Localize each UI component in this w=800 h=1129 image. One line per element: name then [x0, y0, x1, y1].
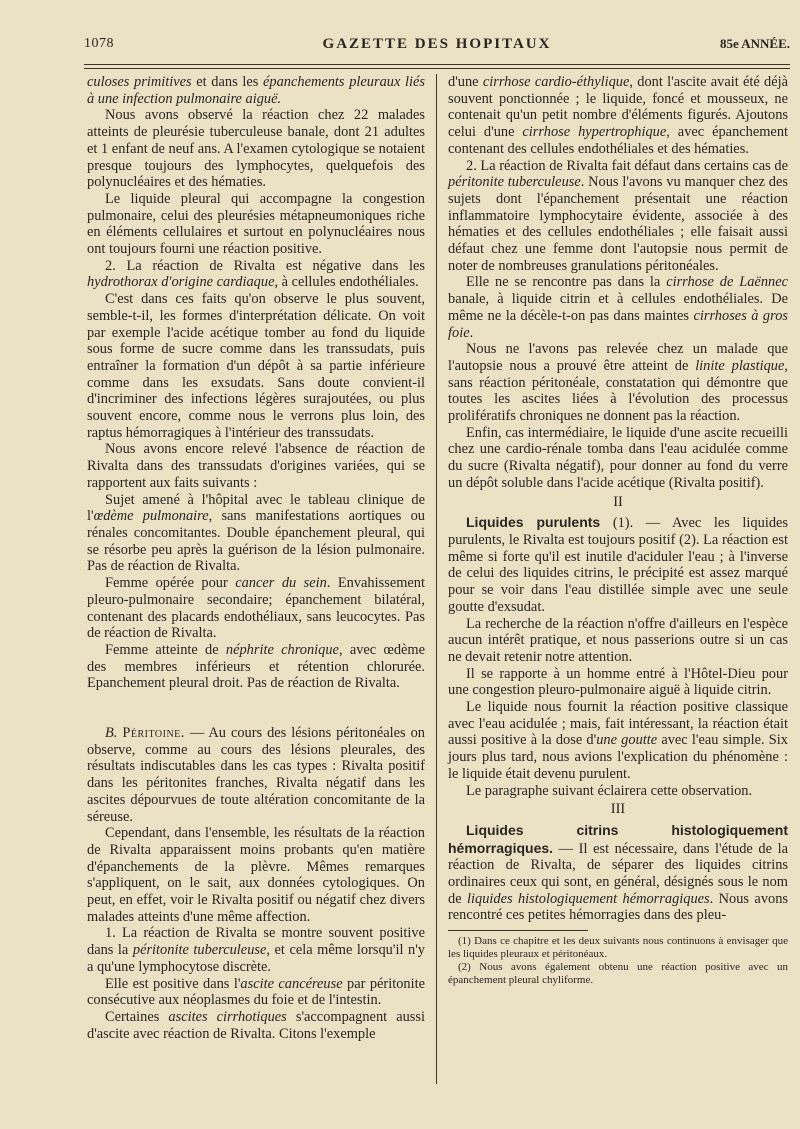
text-run: , sans réaction péritonéale, constatation qui démontre que toutes les ascites liées à l'évolution des processus prolifératifs chroniques ne donnent pas la réaction. [448, 357, 788, 425]
italic-term: œdème pulmonaire [93, 508, 209, 525]
italic-term: liquides histologiquement hémorragiques [467, 890, 710, 907]
paragraph [87, 74, 425, 107]
italic-term: cirrhose hypertrophique [522, 124, 667, 141]
paragraph: C'est dans ces faits qu'on observe le plus souvent, semble-t-il, les formes d'interprétation délicate. On voit par exemple l'acide acétique tomber au fond du liquide sous forme de sucre comme dans les transsudats, puis entraîner la formation d'un dépôt à sa partie inférieure comme dans les exsudats. Sans doute convient-il d'incriminer des infections légères surajoutées, ou plus souvent encore, comme nous le verrons plus loin, des raptus hémorragiques à l'intérieur des transsudats. [87, 291, 425, 441]
paragraph [448, 274, 788, 341]
paragraph [448, 699, 788, 783]
section-letter: B. [105, 725, 118, 742]
text-run: Nous ne l'avons pas relevée chez un malade que l'autopsie nous a prouvé être atteint de [448, 341, 788, 374]
header-rule-top [84, 64, 790, 65]
italic-term: cirrhoses à gros foie [448, 307, 788, 341]
italic-term: linite plastique [695, 357, 785, 374]
italic-term: cirrhose de Laënnec [666, 274, 788, 291]
text-run: par péritonite consécutive aux néoplasmes du foie et de l'intestin. [87, 975, 425, 1009]
italic-term: cirrhose cardio-éthylique [482, 74, 630, 90]
text-run: — Au cours des lésions péritonéales on observe, comme au cours des lésions pleurales, des résultats indiscutables dans les cas types : Rivalta positif dans les péritonites franches, Rivalta négatif dans les ascites dépourvues de toute altération concomitante de la séreuse. [87, 725, 426, 825]
page-header [84, 36, 790, 58]
text-run: 2. La réaction de Rivalta fait défaut dans certains cas de [466, 157, 788, 174]
text-run: avec l'eau simple. Six jours plus tard, nous avions l'explication du phénomène : le liquide était devenu purulent. [448, 732, 788, 782]
text-run: Le liquide nous fournit la réaction positive classique avec l'eau acidulée ; mais, fait intéressant, la réaction était aussi positive à la dose d' [448, 699, 788, 749]
section-number: III [610, 801, 626, 818]
text-run: , dont l'ascite avait été déjà souvent ponctionnée ; le liquide, foncé et mousseux, ne contenait qu'un petit nombre d'éléments figurés. Ajoutons celui d'une [448, 74, 789, 141]
text-run: . Envahissement pleuro-pulmonaire secondaire; épanchement bilatéral, contenant des placards endothéliaux, sans leucocytes. Pas de réaction de Rivalta. [87, 575, 425, 642]
paragraph: Le paragraphe suivant éclairera cette observation. [466, 782, 753, 799]
paragraph [448, 158, 788, 275]
left-column [87, 74, 425, 1042]
text-run: et dans les [191, 74, 264, 90]
paragraph: Cependant, dans l'ensemble, les résultats de la réaction de Rivalta apparaissent moins probants qu'en matière d'épanchements de la plèvre. Mêmes remarques s'appliquent, on le sait, aux données cytologiques. On peut, en effet, voir le Rivalta positif ou négatif chez divers malades atteints d'une même affection. [87, 825, 425, 925]
text-run: Certaines [105, 1008, 169, 1025]
italic-term: péritonite tuberculeuse [132, 942, 267, 959]
paragraph [448, 514, 788, 615]
italic-term: hydrothorax d'origine cardiaque [87, 274, 275, 291]
text-run: Femme atteinte de [105, 641, 226, 658]
column-divider [436, 74, 437, 1084]
section-heading: Liquides citrins histologiquement hémorragiques. [448, 821, 788, 856]
page-number: 1078 [84, 36, 114, 51]
italic-term: une goutte [596, 732, 658, 749]
footnote: (1) Dans ce chapitre et les deux suivants nous continuons à envisager que les liquides pleuraux et péritonéaux. [448, 935, 788, 961]
text-run: — Il est nécessaire, dans l'étude de la réaction de Rivalta, de séparer des liquides citrins ordinaires ceux qui sont, en général, désignés sous le nom de [448, 840, 788, 907]
paragraph: Enfin, cas intermédiaire, le liquide d'une ascite recueilli chez une cardio-rénale tomba dans l'eau acidulée comme du sucre (Rivalta négatif), pour donner au fond du verre un dépôt soluble dans l'acide acétique (Rivalta positif). [448, 424, 788, 491]
italic-term: culoses primitives [87, 74, 192, 90]
text-run: . Nous l'avons vu manquer chez des sujets dont l'épanchement présentait une réaction inflammatoire lymphocytaire évidente, associée à des hématies et des cellules endothéliales ; elle faisait aussi défaut chez une femme dont l'autopsie nous permit de noter de nombreuses granulations péritonéales. [448, 174, 788, 274]
section-heading: Liquides purulents [466, 514, 601, 531]
text-run: (1). — Avec les liquides purulents, le Rivalta est toujours positif (2). La réaction est même si forte qu'il est inutile d'aciduler l'eau ; à l'inverse de celui des liquides citrins, le précipité est assez marqué pour se voir dans l'eau distillée simple avec une seule goutte d'exsudat. [448, 515, 789, 615]
paragraph: La recherche de la réaction n'offre d'ailleurs en l'espèce aucun intérêt pratique, et nous passerions outre si un cas ne devait retenir notre attention. [448, 615, 788, 665]
paragraph [87, 575, 425, 642]
journal-title: GAZETTE DES HOPITAUX [322, 36, 552, 52]
paragraph [87, 976, 425, 1009]
right-column [448, 74, 788, 987]
text-run: Sujet amené à l'hôpital avec le tableau clinique de l' [87, 491, 425, 525]
paragraph [448, 74, 788, 158]
paragraph: Nous avons encore relevé l'absence de réaction de Rivalta dans des transsudats d'origines variées, qui se rapportent aux faits suivants : [87, 441, 425, 491]
paragraph [87, 642, 425, 692]
text-run: Elle est positive dans l' [105, 975, 241, 992]
text-run: s'accompagnent aussi d'ascite avec réaction de Rivalta. Citons l'exemple [87, 1008, 425, 1042]
text-run: , et cela même lorsqu'il n'y a qu'une lymphocytose discrète. [87, 942, 425, 975]
text-run: banale, à liquide citrin et à cellules endothéliales. De même ne la décèle-t-on pas dans maintes [448, 291, 788, 324]
paragraph [87, 925, 425, 975]
italic-term: cancer du sein [235, 575, 327, 592]
paragraph [448, 822, 788, 924]
italic-term: néphrite chronique [225, 641, 339, 658]
section-number: II [613, 493, 623, 510]
italic-term: épanchements pleuraux liés à une infection pulmonaire aiguë. [87, 74, 425, 107]
text-run: Femme opérée pour [105, 575, 236, 592]
paragraph [87, 1009, 425, 1042]
paragraph: Nous avons observé la réaction chez 22 malades atteints de pleurésie tuberculeuse banale, dont 21 adultes et 1 enfant de neuf ans. A l'examen cytologique se notaient presque toujours des lymphocytes, quelquefois des polynucléaires et des hématies. [87, 107, 425, 191]
italic-term: ascite cancéreuse [240, 975, 343, 992]
paragraph [448, 341, 788, 425]
text-run: d'une [448, 74, 483, 90]
text-run: , avec œdème des membres inférieurs et rétention chlorurée. Epanchement pleural droit. Pas de réaction de Rivalta. [87, 641, 425, 692]
text-run: 2. La réaction de Rivalta est négative dans les [105, 257, 425, 274]
italic-term: péritonite tuberculeuse [448, 174, 581, 191]
text-run: . Nous avons rencontré ces petites hémorragies dans des pleu- [448, 890, 789, 924]
text-run: , avec épanchement contenant des cellules endothéliales et des hématies. [448, 124, 789, 157]
footnote: (2) Nous avons également obtenu une réaction positive avec un épanchement pleural chyliforme. [448, 961, 788, 987]
text-run: Elle ne se rencontre pas dans la [466, 274, 667, 291]
text-run: , sans manifestations aortiques ou rénales concomitantes. Double épanchement pleural, qui se résorbe peu après la guérison de la lésion pulmonaire. Pas de réaction de Rivalta. [87, 508, 425, 575]
paragraph [87, 258, 425, 291]
section-gap [87, 692, 425, 725]
text-run: . [469, 324, 474, 341]
text-run: , à cellules endothéliales. [274, 274, 419, 291]
header-rule-bottom [84, 68, 790, 69]
footnote-rule [448, 930, 588, 931]
text-run: 1. La réaction de Rivalta se montre souvent positive dans la [87, 925, 425, 959]
volume-year: 85e ANNÉE. [719, 36, 790, 51]
paragraph: Il se rapporte à un homme entré à l'Hôtel-Dieu pour une congestion pleuro-pulmonaire aiguë à liquide citrin. [448, 665, 788, 699]
section-title: Péritoine. [122, 725, 185, 742]
italic-term: ascites cirrhotiques [168, 1008, 287, 1025]
paragraph: Le liquide pleural qui accompagne la congestion pulmonaire, celui des pleurésies métapneumoniques riche en éléments cellulaires et surtout en polynucléaires nous ont toujours fourni une réaction positive. [87, 190, 425, 258]
paragraph [87, 492, 425, 576]
paragraph [87, 725, 425, 825]
